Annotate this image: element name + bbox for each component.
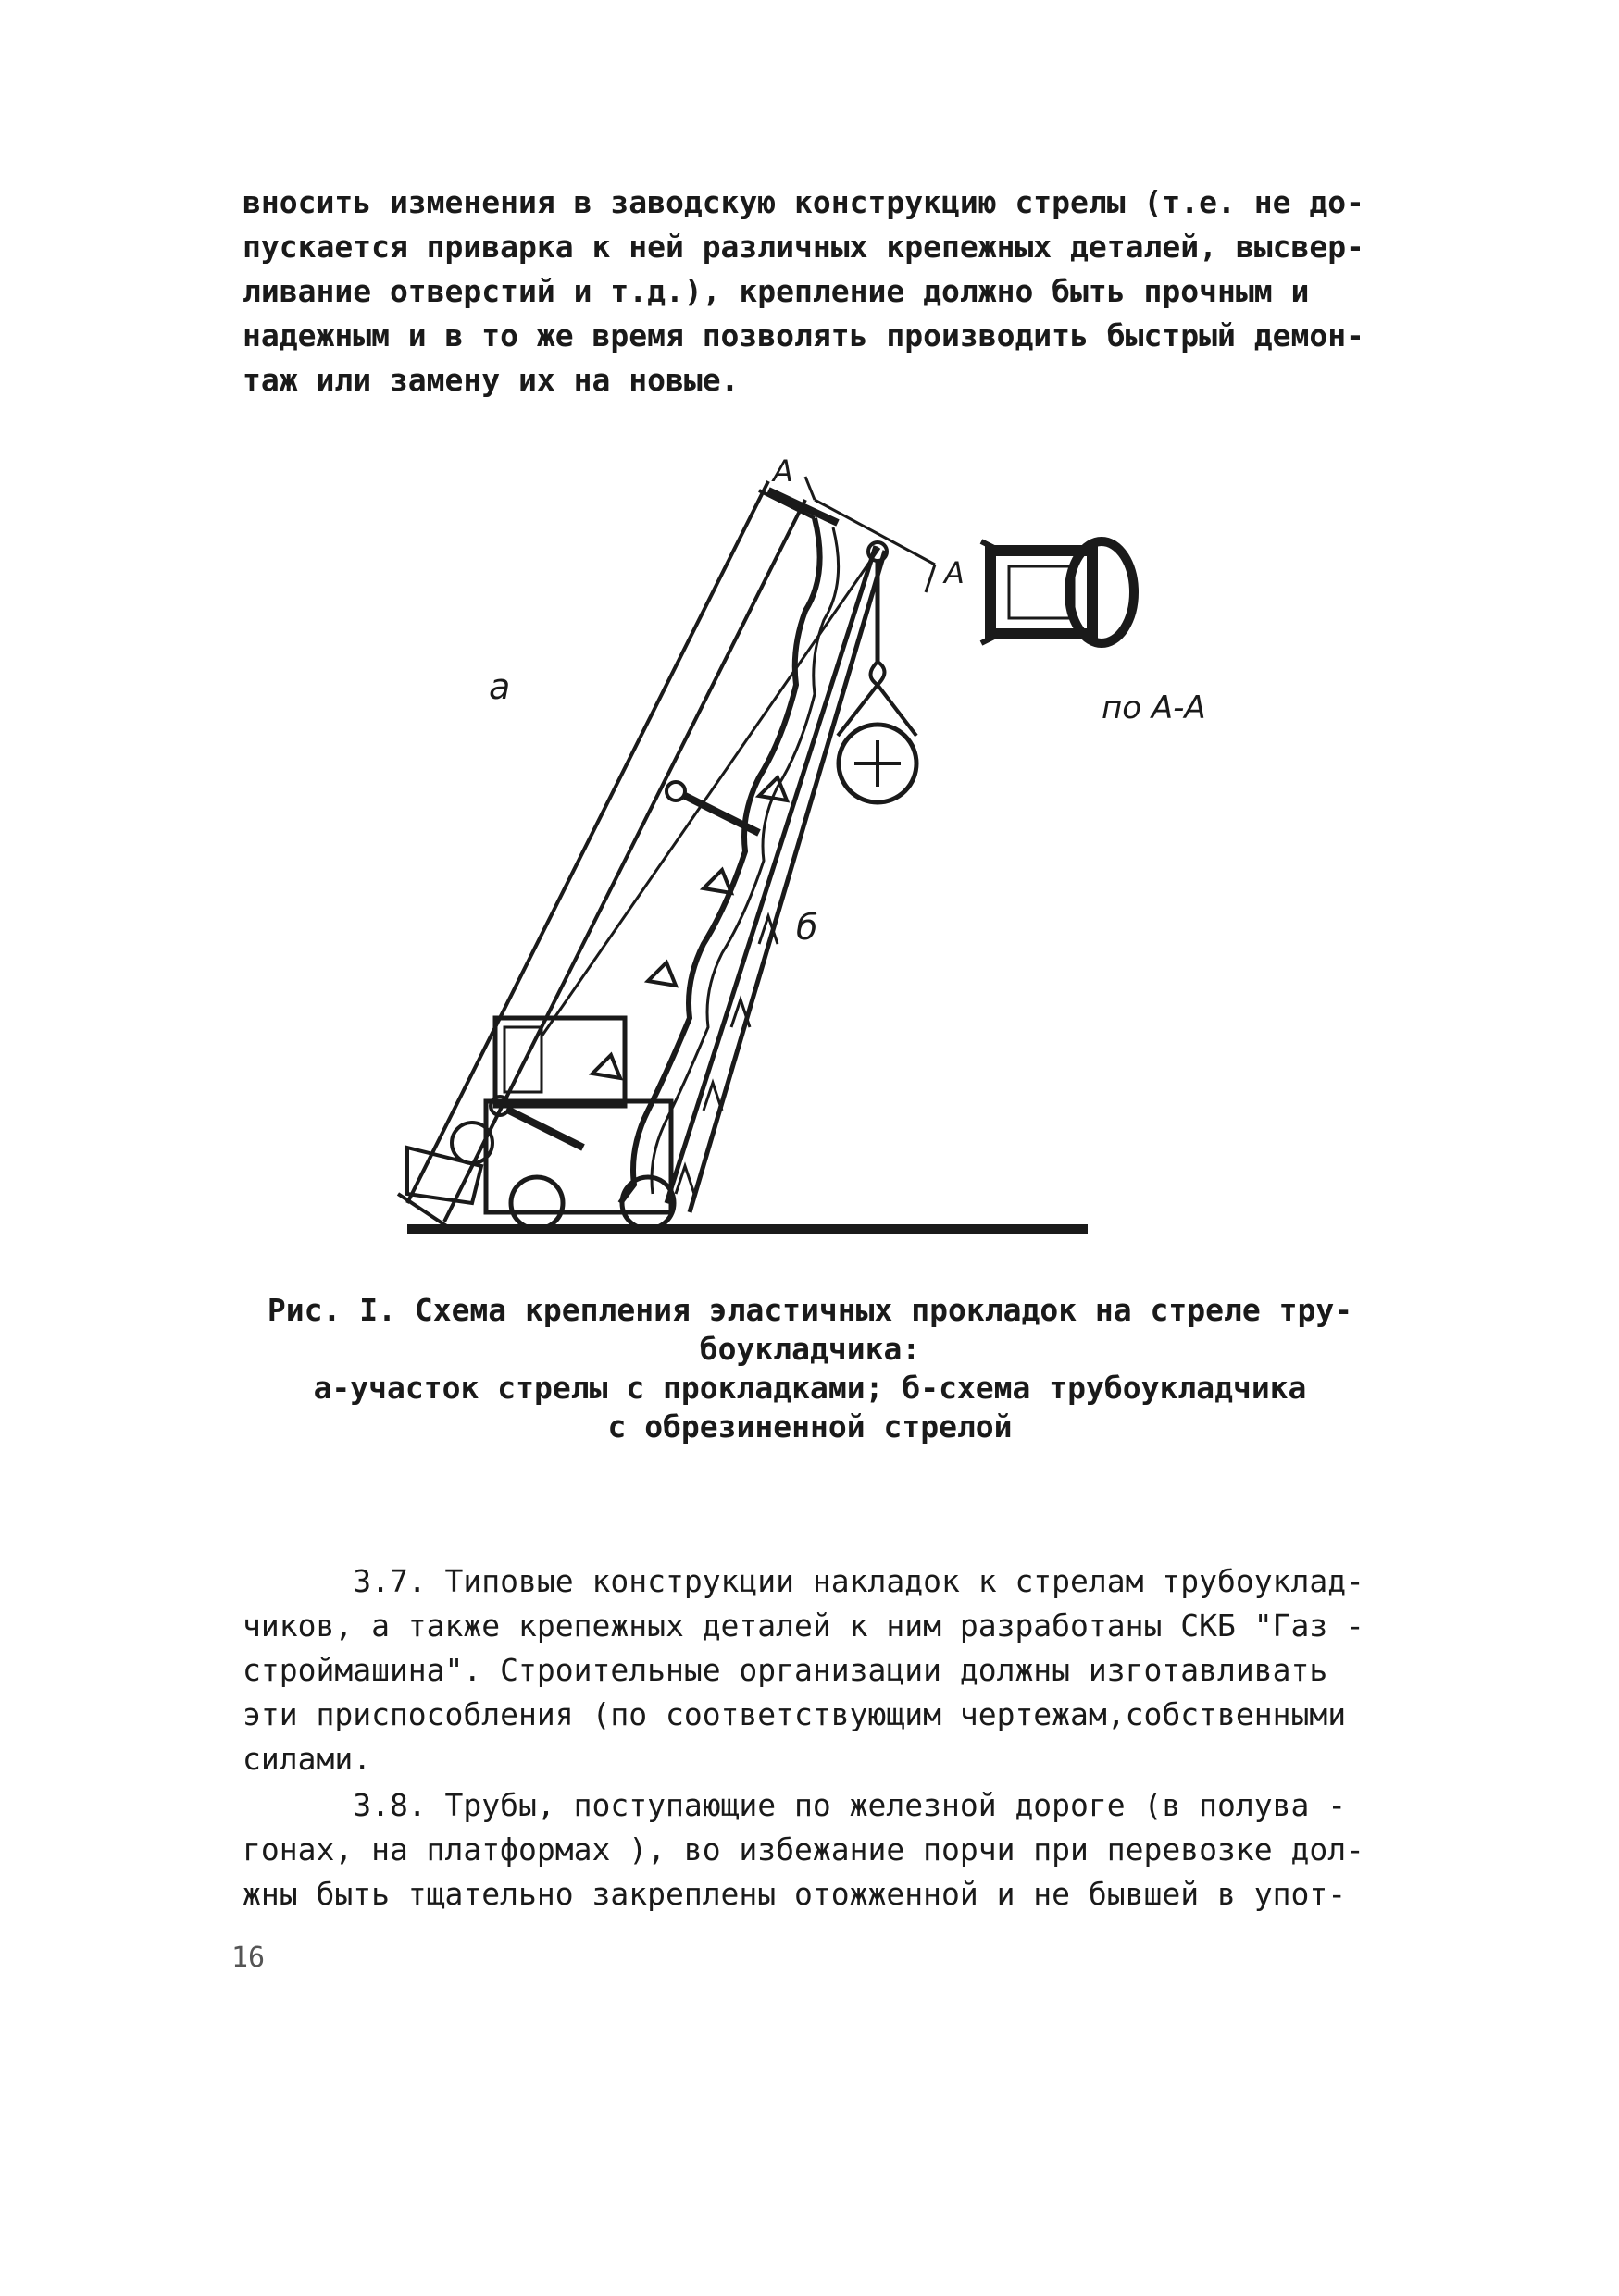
figure-caption (185, 1291, 1435, 1446)
pipelayer-drawing (407, 542, 1088, 1229)
paragraph-3-7 (243, 1559, 1400, 1781)
figure-drawing (370, 463, 1250, 1259)
text-line: строймашина". Строительные организации должны изготавливать (243, 1652, 1328, 1688)
text-line: эти приспособления (по соответствующим чертежам,собственными (243, 1696, 1347, 1732)
page-number: 16 (231, 1942, 266, 1974)
caption-line: боукладчика: (699, 1331, 921, 1367)
figure-label-a: а (489, 666, 511, 707)
text-line: вносить изменения в заводскую конструкцию стрелы (т.е. не до- (243, 184, 1364, 220)
paragraph-top (243, 180, 1400, 403)
text-line: жны быть тщательно закреплены отожженной и не бывшей в упот- (243, 1876, 1347, 1912)
caption-line: а-участок стрелы с прокладками; б-схема трубоукладчика (313, 1370, 1307, 1406)
text-line: 3.7. Типовые конструкции накладок к стрелам трубоуклад- (243, 1563, 1364, 1599)
text-line: 3.8. Трубы, поступающие по железной дороге (в полува - (243, 1787, 1347, 1823)
section-mark-top: А (773, 453, 793, 489)
paragraph-3-8 (243, 1783, 1400, 1917)
figure-boom-and-pipelayer (370, 453, 1250, 1259)
text-line: надежным и в то же время позволять производить быстрый демон- (243, 317, 1364, 354)
section-mark-bottom: А (944, 555, 965, 590)
caption-line: с обрезиненной стрелой (607, 1409, 1013, 1445)
caption-line: Рис. I. Схема крепления эластичных прокладок на стреле тру- (267, 1292, 1353, 1328)
text-line: таж или замену их на новые. (243, 362, 740, 398)
text-line: гонах, на платформах ), во избежание порчи при перевозке дол- (243, 1831, 1364, 1868)
text-line: чиков, а также крепежных деталей к ним разработаны СКБ "Газ - (243, 1607, 1364, 1644)
section-label: по А-А (1102, 689, 1206, 726)
text-line: пускается приварка к ней различных крепежных деталей, высвер- (243, 229, 1364, 265)
text-line: силами. (243, 1741, 372, 1777)
figure-label-b: б (796, 907, 818, 948)
cross-section-drawing (981, 541, 1134, 643)
text-line: ливание отверстий и т.д.), крепление должно быть прочным и (243, 273, 1310, 309)
